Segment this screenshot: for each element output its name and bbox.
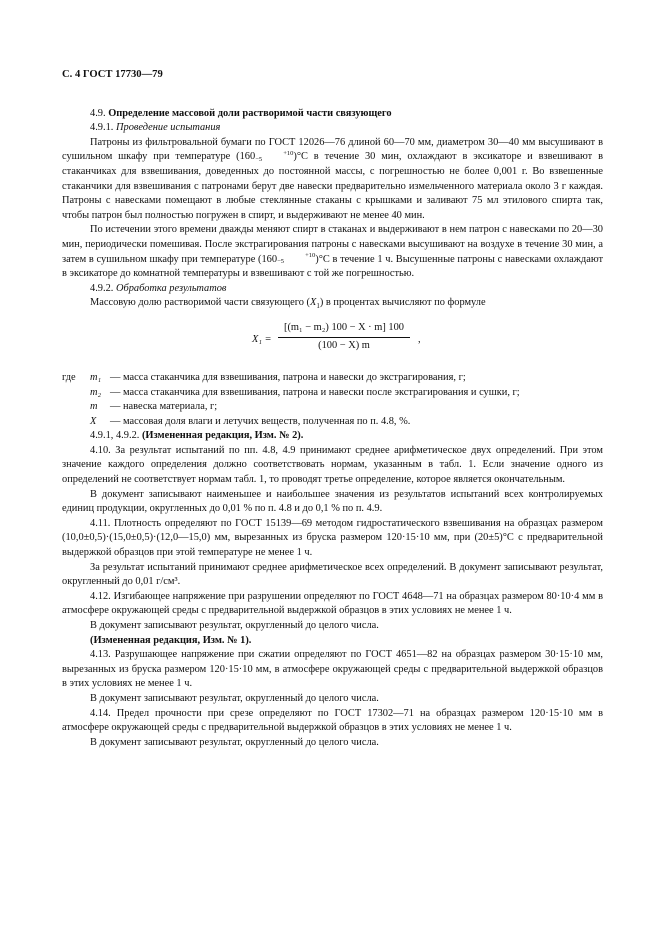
temperature-tolerance xyxy=(277,254,315,265)
paragraph-formula-intro xyxy=(62,296,603,311)
formula-fraction xyxy=(278,321,410,353)
legend-row xyxy=(62,386,603,401)
subsection-4-9-2-heading xyxy=(62,282,603,297)
paragraph-text: По истечении этого времени дважды меняют спирт в стаканах и выдерживают в нем патрон с навесками по 20—30 мин, периодически помешивая. После экстрагирования патроны с навесками высушивают на воздухе в течение 30 мин, а затем в сушильном шкафу при температуре (160 xyxy=(62,224,603,265)
paragraph-4-10: 4.10. За результат испытаний по пп. 4.8, 4.9 принимают среднее арифметическое двух определений. При этом значение каждого определения должно соответствовать нормам, указанным в табл. 1. Если значение одного из определений не соответствует нормам табл. 1, то проводят третье определение, которое является окончательным. xyxy=(62,444,603,486)
paragraph-text: )°С в течение 1 ч. Высушенные патроны с навесками охлаждают в эксикаторе до комнатной температуры и взвешивают с той же погрешностью. xyxy=(62,253,603,280)
subsection-title: Проведение испытания xyxy=(116,122,221,134)
legend-lead xyxy=(62,415,90,430)
legend-symbol: X xyxy=(90,415,97,427)
formula-comma: , xyxy=(418,333,421,345)
paragraph-text: Массовую долю растворимой части связующего ( xyxy=(90,297,310,309)
section-title: Определение массовой доли растворимой части связующего xyxy=(108,107,392,119)
legend-row xyxy=(62,371,603,386)
tolerance-lower: −5 xyxy=(255,155,263,163)
amendment-ref: 4.9.1, 4.9.2. xyxy=(90,430,142,442)
paragraph-extraction xyxy=(62,223,603,281)
paragraph-4-13: 4.13. Разрушающее напряжение при сжатии определяют по ГОСТ 4651—82 на образцах размером 30·15·10 мм, вырезанных из бруска размером 120·15·10 мм, в атмосфере окружающей среды с предварительной выдержкой образцов в этих условиях не менее 1 ч. xyxy=(62,649,603,690)
legend-lead: где xyxy=(62,371,76,383)
section-number: 4.9. xyxy=(90,107,106,119)
page-header: С. 4 ГОСТ 17730—79 xyxy=(62,69,163,80)
amendment-label: (Измененная редакция, Изм. № 2). xyxy=(141,430,304,442)
tolerance-upper: +10 xyxy=(283,149,294,157)
legend-lead xyxy=(62,386,90,401)
legend-text: — массовая доля влаги и летучих веществ, полученная по п. 4.8, %. xyxy=(110,415,411,427)
tolerance-lower: −5 xyxy=(277,258,284,266)
variable-x: X xyxy=(309,297,317,309)
amendment-note: (Измененная редакция, Изм. № 1). xyxy=(90,634,252,646)
subsection-4-9-1-heading xyxy=(62,121,603,136)
section-4-9-heading xyxy=(62,107,603,122)
subsection-number: 4.9.1. xyxy=(90,122,114,134)
formula-legend xyxy=(62,371,603,429)
legend-text: — масса стаканчика для взвешивания, патрона и навески до экстрагирования, г; xyxy=(110,371,466,383)
legend-lead xyxy=(62,400,90,415)
paragraph-4-12: 4.12. Изгибающее напряжение при разрушении определяют по ГОСТ 4648—71 на образцах размером 80·10·4 мм в атмосфере окружающей среды с предварительной выдержкой образцов в этих условиях не менее 1 ч. xyxy=(62,590,603,617)
legend-text: — навеска материала, г; xyxy=(110,401,218,413)
temperature-tolerance xyxy=(255,151,293,162)
amendment-note xyxy=(62,429,603,444)
paragraph-4-14: 4.14. Предел прочности при срезе определяют по ГОСТ 17302—71 на образцах размером 120·15·10 мм в атмосфере окружающей среды с предварительной выдержкой образцов в этих условиях не менее 1 ч. xyxy=(62,707,603,734)
legend-row xyxy=(62,400,603,415)
legend-symbol: m₁ xyxy=(90,371,102,383)
formula xyxy=(62,319,603,365)
paragraph-4-14-record: В документ записывают результат, округленный до целого числа. xyxy=(90,736,379,748)
legend-symbol: m₂ xyxy=(90,386,102,398)
paragraph-4-11: 4.11. Плотность определяют по ГОСТ 15139—69 методом гидростатического взвешивания на образцах размером (10,0±0,5)·(15,0±0,5)·(12,0—15,0) мм, вырезанных из бруска размером 120·15·10 мм, при (20±5)°С с предварительной выдержкой образцов при этой температуре не менее 1 ч. xyxy=(62,517,603,559)
legend-symbol: m xyxy=(90,401,98,413)
paragraph-4-11-record: За результат испытаний принимают среднее арифметическое всех определений. В документ записывают результат, округленный до 0,01 г/см³. xyxy=(62,561,603,588)
tolerance-upper: +10 xyxy=(305,252,316,260)
paragraph-text: Патроны из фильтровальной бумаги по ГОСТ 12026—76 длиной 60—70 мм, диаметром 30—40 мм высушивают в сушильном шкафу при температуре (160 xyxy=(62,136,603,163)
paragraph-cartridges xyxy=(62,136,603,224)
subsection-title: Обработка результатов xyxy=(116,282,227,294)
paragraph-text: ) в процентах вычисляют по формуле xyxy=(319,297,486,309)
formula-lhs: X₁ = xyxy=(252,333,272,345)
paragraph-text: )°С в течение 30 мин, охлаждают в эксикаторе и взвешивают в стаканчиках для взвешивания, доведенных до постоянной массы, с погрешностью не более 0,001 г. Во взвешенные стаканчики для взвешивания с патронами берут две навески предварительно измельченного материала около 3 г каждая. Патроны с навесками помещают в любые стеклянные стаканы с крышками и заливают 75 мл этилового спирта так, чтобы патрон был полностью погружен в спирт, и выдерживают не менее 40 мин. xyxy=(62,151,603,221)
formula-numerator: [(m₁ − m₂) 100 − X · m] 100 xyxy=(278,321,410,338)
paragraph-4-13-record: В документ записывают результат, округленный до целого числа. xyxy=(90,692,379,704)
legend-text: — масса стаканчика для взвешивания, патрона и навески после экстрагирования и сушки, г; xyxy=(110,386,520,398)
subsection-number: 4.9.2. xyxy=(90,282,114,294)
paragraph-4-10-record: В документ записывают наименьшее и наибольшее значения из результатов испытаний всех контролируемых единиц продукции, округленных до 0,01 % по п. 4.8 и до 0,1 % по п. 4.9. xyxy=(62,488,603,515)
paragraph-4-12-record: В документ записывают результат, округленный до целого числа. xyxy=(90,620,379,631)
legend-row xyxy=(62,415,603,430)
variable-subscript: 1 xyxy=(316,302,320,311)
formula-denominator: (100 − X) m xyxy=(318,339,370,351)
